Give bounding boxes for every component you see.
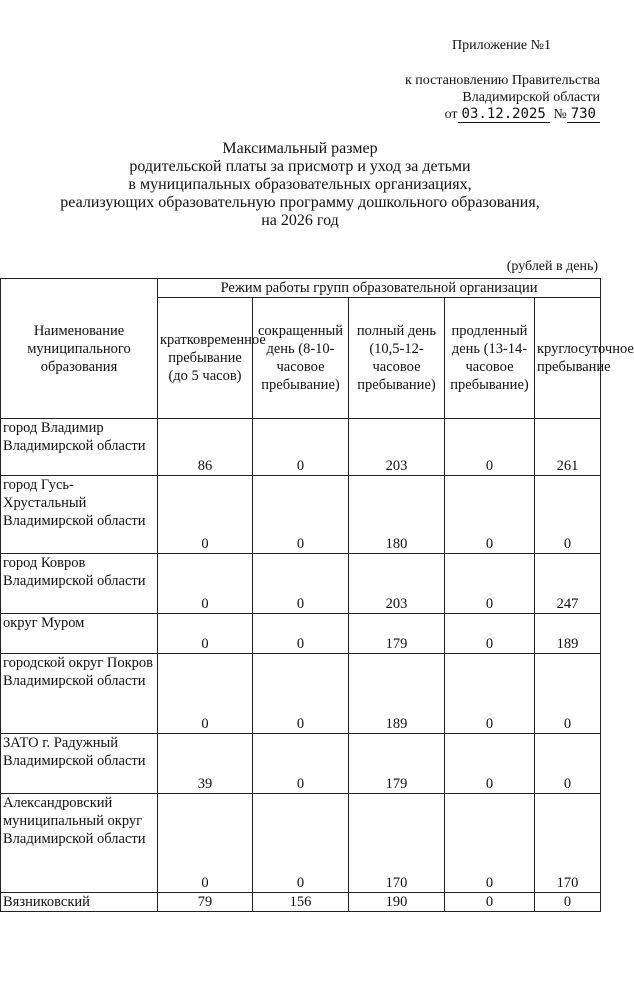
cell-value: 156 bbox=[253, 893, 349, 912]
header-full-day: полный день (10,5-12-часовое пребывание) bbox=[349, 298, 445, 419]
row-municipality-name: округ Муром bbox=[1, 614, 158, 654]
document-title bbox=[0, 140, 600, 230]
row-municipality-name: город Ковров Владимирской области bbox=[1, 554, 158, 614]
cell-value: 0 bbox=[445, 734, 535, 794]
resolution-line-2: Владимирской области bbox=[462, 90, 600, 105]
title-line-2: родительской платы за присмотр и уход за детьми bbox=[129, 158, 471, 175]
resolution-date: 03.12.2025 bbox=[458, 106, 550, 123]
table-row bbox=[1, 614, 601, 654]
cell-value: 203 bbox=[349, 554, 445, 614]
row-municipality-name: ЗАТО г. Радужный Владимирской области bbox=[1, 734, 158, 794]
resolution-reference bbox=[340, 72, 600, 123]
title-line-4: реализующих образовательную программу дошкольного образования, bbox=[60, 194, 540, 211]
cell-value: 190 bbox=[349, 893, 445, 912]
cell-value: 0 bbox=[445, 794, 535, 893]
cell-value: 247 bbox=[535, 554, 601, 614]
cell-value: 0 bbox=[445, 654, 535, 734]
cell-value: 0 bbox=[535, 476, 601, 554]
cell-value: 0 bbox=[445, 419, 535, 476]
resolution-line-1: к постановлению Правительства bbox=[404, 73, 600, 88]
title-line-3: в муниципальных образовательных организациях, bbox=[128, 176, 472, 193]
row-municipality-name: Александровский муниципальный округ Владимирской области bbox=[1, 794, 158, 893]
cell-value: 0 bbox=[445, 614, 535, 654]
header-extended-day: продленный день (13-14-часовое пребывание) bbox=[445, 298, 535, 419]
header-round-the-clock: круглосуточное пребывание bbox=[535, 298, 601, 419]
appendix-label: Приложение №1 bbox=[452, 38, 551, 53]
cell-value: 0 bbox=[253, 476, 349, 554]
cell-value: 0 bbox=[253, 734, 349, 794]
cell-value: 170 bbox=[349, 794, 445, 893]
cell-value: 0 bbox=[158, 794, 253, 893]
header-municipality: Наименование муниципального образования bbox=[1, 279, 158, 419]
cell-value: 0 bbox=[253, 654, 349, 734]
cell-value: 189 bbox=[535, 614, 601, 654]
cell-value: 203 bbox=[349, 419, 445, 476]
header-shortened-day: сокращенный день (8-10-часовое пребывание) bbox=[253, 298, 349, 419]
cell-value: 0 bbox=[158, 554, 253, 614]
cell-value: 0 bbox=[445, 893, 535, 912]
title-line-5: на 2026 год bbox=[261, 212, 339, 229]
header-short-stay: кратковременное пребывание (до 5 часов) bbox=[158, 298, 253, 419]
table-row bbox=[1, 734, 601, 794]
cell-value: 0 bbox=[253, 419, 349, 476]
resolution-number: 730 bbox=[567, 106, 600, 123]
cell-value: 180 bbox=[349, 476, 445, 554]
cell-value: 0 bbox=[535, 893, 601, 912]
cell-value: 39 bbox=[158, 734, 253, 794]
cell-value: 179 bbox=[349, 614, 445, 654]
table-row bbox=[1, 419, 601, 476]
units-label: (рублей в день) bbox=[506, 259, 598, 274]
resolution-number-sign: № bbox=[553, 107, 567, 122]
cell-value: 0 bbox=[445, 554, 535, 614]
row-municipality-name: Вязниковский bbox=[1, 893, 158, 912]
cell-value: 0 bbox=[158, 476, 253, 554]
cell-value: 261 bbox=[535, 419, 601, 476]
cell-value: 0 bbox=[253, 794, 349, 893]
row-municipality-name: городской округ Покров Владимирской области bbox=[1, 654, 158, 734]
table-row bbox=[1, 554, 601, 614]
cell-value: 0 bbox=[158, 654, 253, 734]
table-row bbox=[1, 654, 601, 734]
table-row bbox=[1, 476, 601, 554]
cell-value: 86 bbox=[158, 419, 253, 476]
cell-value: 0 bbox=[253, 614, 349, 654]
cell-value: 0 bbox=[535, 734, 601, 794]
cell-value: 0 bbox=[535, 654, 601, 734]
title-line-1: Максимальный размер bbox=[222, 140, 378, 157]
cell-value: 179 bbox=[349, 734, 445, 794]
table-row bbox=[1, 794, 601, 893]
cell-value: 0 bbox=[158, 614, 253, 654]
resolution-date-number bbox=[340, 106, 600, 123]
resolution-from-prefix: от bbox=[444, 107, 458, 122]
header-regime: Режим работы групп образовательной организации bbox=[158, 279, 601, 298]
cell-value: 79 bbox=[158, 893, 253, 912]
cell-value: 170 bbox=[535, 794, 601, 893]
row-municipality-name: город Владимир Владимирской области bbox=[1, 419, 158, 476]
fees-table bbox=[0, 278, 634, 912]
cell-value: 0 bbox=[445, 476, 535, 554]
table-row bbox=[1, 893, 601, 912]
row-municipality-name: город Гусь-Хрустальный Владимирской области bbox=[1, 476, 158, 554]
cell-value: 0 bbox=[253, 554, 349, 614]
cell-value: 189 bbox=[349, 654, 445, 734]
